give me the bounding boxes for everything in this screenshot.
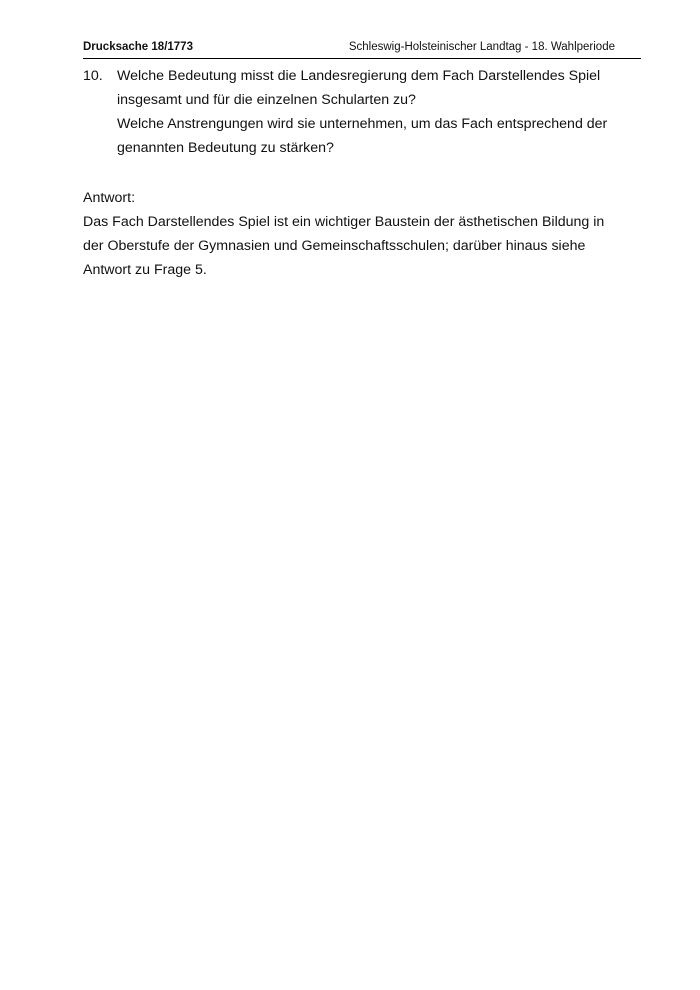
- header-divider: [83, 58, 641, 59]
- answer-label: Antwort:: [83, 190, 136, 206]
- question-line: Welche Bedeutung misst die Landesregierung dem Fach Darstellendes Spiel: [117, 68, 601, 84]
- document-number: Drucksache 18/1773: [83, 41, 193, 53]
- answer-line: der Oberstufe der Gymnasien und Gemeinschaftsschulen; darüber hinaus siehe: [83, 238, 586, 254]
- question-block: [83, 64, 623, 160]
- question-number: 10.: [83, 68, 103, 84]
- answer-line: Antwort zu Frage 5.: [83, 262, 207, 278]
- answer-block: [83, 186, 623, 282]
- question-text: [117, 64, 623, 160]
- page-header: [83, 40, 617, 58]
- answer-line: Das Fach Darstellendes Spiel ist ein wichtiger Baustein der ästhetischen Bildung in: [83, 214, 605, 230]
- question-line: Welche Anstrengungen wird sie unternehmen, um das Fach entsprechend der: [117, 116, 608, 132]
- question-line: insgesamt und für die einzelnen Schularten zu?: [117, 92, 416, 108]
- parliament-period: Schleswig-Holsteinischer Landtag - 18. Wahlperiode: [348, 41, 615, 53]
- question-line: genannten Bedeutung zu stärken?: [117, 140, 334, 156]
